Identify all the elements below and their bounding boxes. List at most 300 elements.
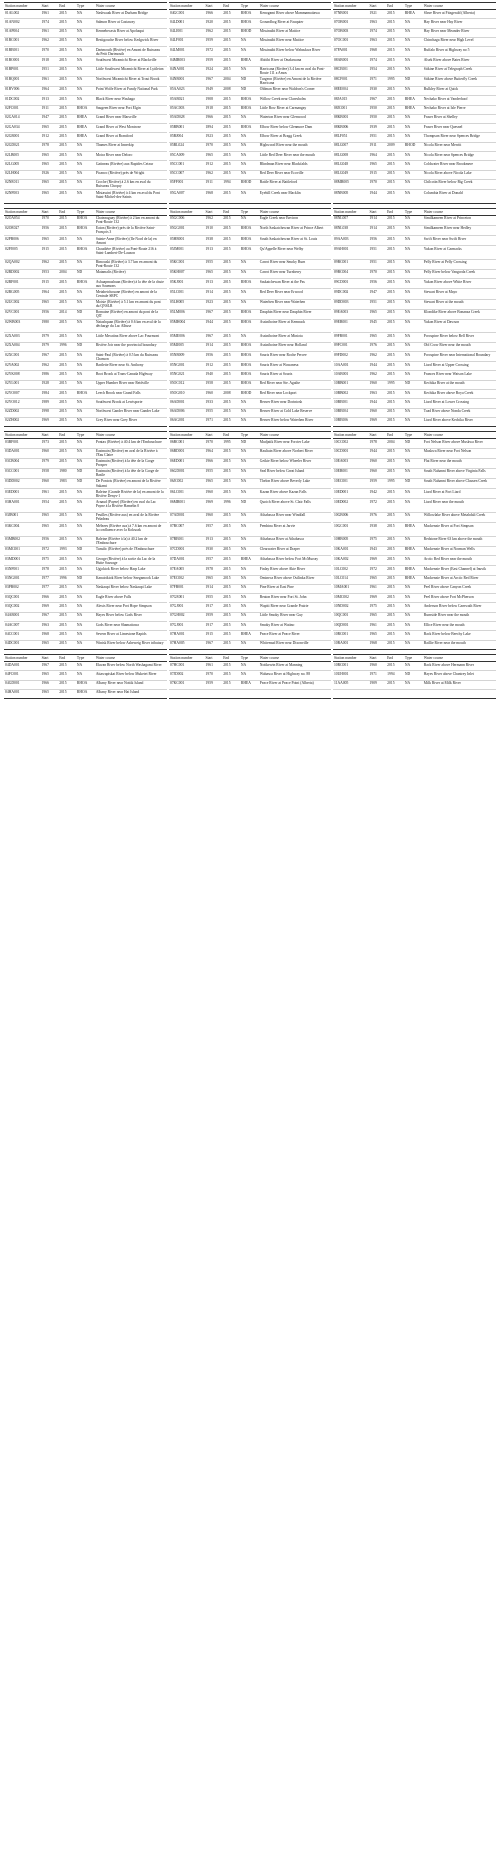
end-year-cell: 2015 (222, 594, 240, 603)
column-header-record-type: Type (76, 432, 95, 439)
water-course-cell: Eyehill Creek near Macklin (259, 190, 332, 204)
end-year-cell: 2015 (222, 622, 240, 631)
water-course-cell: Beaton River near Fort St. John (259, 594, 332, 603)
station-number-cell: 02VC001 (4, 309, 41, 319)
water-course-cell: Mackenzie River at Fort Simpson (423, 523, 496, 537)
record-type-cell: NA (76, 408, 95, 417)
end-year-cell: 2015 (386, 10, 404, 19)
start-year-cell: 1976 (369, 512, 387, 522)
station-number-cell (332, 689, 369, 698)
station-number-cell: 06ED001 (168, 458, 205, 468)
water-course-cell: Fort Nelson River above Muskwa River (423, 439, 496, 448)
water-course-cell: Abitibi River at Onakawana (259, 57, 332, 66)
station-number-cell: 02ZH002 (4, 417, 41, 426)
water-course-cell: Souris River at Souris (259, 371, 332, 380)
start-year-cell: 1967 (205, 76, 223, 86)
end-year-cell: 2015 (58, 671, 76, 680)
station-number-cell: 10BB001 (332, 380, 369, 389)
water-course-cell: Sainte-Anne (Rivière) (Ile Nord de la) en Amont (95, 236, 168, 246)
start-year-cell: 1918 (205, 105, 223, 114)
station-number-cell: 03MD001 (4, 556, 41, 566)
station-number-cell: 07BE001 (168, 536, 205, 546)
water-course-cell: Assiniboine River near Holland (259, 342, 332, 351)
end-year-cell: 2015 (58, 114, 76, 123)
column-header-record-type: Type (240, 654, 259, 661)
table-row (4, 439, 496, 448)
end-year-cell: 2008 (222, 86, 240, 95)
end-year-cell: 2015 (222, 380, 240, 389)
start-year-cell: 1963 (369, 37, 387, 46)
record-type-cell: RHOA (240, 362, 259, 371)
station-number-cell: 02YA002 (4, 362, 41, 371)
water-course-cell: Peel River above Fort McPherson (423, 594, 496, 603)
water-course-cell: Southwest Brook at Lewisporte (95, 399, 168, 408)
station-number-cell: 02NE011 (4, 179, 41, 189)
column-header-station-number: Station number (168, 432, 205, 439)
station-number-cell: 03PB002 (4, 584, 41, 593)
start-year-cell: 1959 (205, 37, 223, 46)
record-type-cell: NA (404, 66, 423, 76)
water-course-cell: Ekwan River below North Washagami River (95, 662, 168, 671)
column-header-water-course: Water course (95, 432, 168, 439)
start-year-cell: 1965 (369, 575, 387, 584)
start-year-cell: 1970 (205, 439, 223, 448)
end-year-cell: 2015 (58, 662, 76, 671)
end-year-cell: 1995 (386, 478, 404, 488)
water-course-cell: Back River below Beechy Lake (423, 631, 496, 640)
start-year-cell: 1944 (369, 362, 387, 371)
station-number-cell: 09EB001 (332, 319, 369, 333)
record-type-cell: NA (240, 259, 259, 269)
record-type-cell: NA (240, 478, 259, 488)
record-type-cell: NA (404, 371, 423, 380)
end-year-cell: 2014 (58, 309, 76, 319)
station-number-cell: 04GD001 (4, 680, 41, 689)
station-number-cell: 01BC001 (4, 37, 41, 46)
water-course-cell: Chateauguay (Rivière) à 2 km en amont du Pont-Route 132 (95, 215, 168, 225)
station-number-cell: 05MJ005 (168, 342, 205, 351)
table-row (4, 246, 496, 260)
station-number-cell: 01BQ001 (4, 76, 41, 86)
station-table (4, 431, 496, 650)
end-year-cell: 2015 (58, 76, 76, 86)
station-number-cell: 03DD002 (4, 478, 41, 488)
water-course-cell: Finlay River above Akie River (259, 566, 332, 575)
station-number-cell: 05GG001 (168, 225, 205, 235)
record-type-cell: NA (240, 399, 259, 408)
water-course-cell: Naskaupi River below Naskaupi Lake (95, 584, 168, 593)
start-year-cell: 1955 (205, 408, 223, 417)
station-number-cell: 03QC002 (4, 603, 41, 612)
start-year-cell: 1969 (369, 556, 387, 566)
record-type-cell: NA (240, 299, 259, 309)
station-number-cell: 06BD001 (168, 448, 205, 458)
record-type-cell: NA (404, 333, 423, 342)
end-year-cell: 2015 (386, 584, 404, 593)
record-type-cell: NA (240, 161, 259, 170)
end-year-cell: 1995 (386, 76, 404, 86)
start-year-cell: 1962 (369, 352, 387, 362)
record-type-cell: NA (240, 603, 259, 612)
end-year-cell: 2015 (222, 19, 240, 28)
table-row (4, 105, 496, 114)
record-type-cell: RHOA (76, 390, 95, 399)
table-row (4, 124, 496, 133)
end-year-cell: 2015 (222, 215, 240, 225)
start-year-cell: 1965 (41, 124, 59, 133)
water-course-cell: De Pontois (Rivière) en amont de la Rivière Sakami (95, 478, 168, 488)
station-number-cell: 02YO012 (4, 399, 41, 408)
end-year-cell: 2015 (58, 362, 76, 371)
start-year-cell: 1949 (205, 86, 223, 95)
record-type-cell: NA (404, 124, 423, 133)
station-number-cell: 05GC006 (168, 215, 205, 225)
table-row (4, 114, 496, 123)
end-year-cell: 2015 (58, 603, 76, 612)
start-year-cell: 1963 (369, 19, 387, 28)
water-course-cell: Ellice River near the mouth (423, 622, 496, 631)
station-number-cell: 07FB001 (168, 584, 205, 593)
start-year-cell: 1928 (41, 380, 59, 389)
start-year-cell: 1913 (205, 246, 223, 260)
station-number-cell: 08LG048 (332, 161, 369, 170)
end-year-cell: 2015 (58, 96, 76, 105)
start-year-cell: 1958 (205, 380, 223, 389)
start-year-cell: 1968 (369, 47, 387, 57)
water-course-cell: Matamalis (Rivière) (95, 269, 168, 278)
end-year-cell: 2015 (58, 124, 76, 133)
station-number-cell: 07OB001 (332, 19, 369, 28)
start-year-cell: 1939 (369, 124, 387, 133)
water-course-cell: Kechika River at the mouth (423, 380, 496, 389)
station-number-cell: 02QA002 (4, 259, 41, 269)
end-year-cell: 2015 (58, 399, 76, 408)
start-year-cell: 1984 (41, 390, 59, 399)
end-year-cell: 2015 (222, 170, 240, 179)
record-type-cell: NA (404, 640, 423, 649)
record-type-cell: NA (240, 566, 259, 575)
end-year-cell: 2015 (58, 380, 76, 389)
end-year-cell: 2015 (58, 439, 76, 448)
record-type-cell: RHOA (76, 105, 95, 114)
end-year-cell: 2015 (222, 458, 240, 468)
record-type-cell: NA (76, 190, 95, 204)
station-number-cell: 02OE027 (4, 225, 41, 235)
station-number-cell: 05NG001 (168, 362, 205, 371)
water-course-cell: Saint-Paul (Rivière) à 0.5 km du Ruisseau Chanson (95, 352, 168, 362)
station-number-cell: 02RF001 (4, 279, 41, 289)
column-header-start-year: Start (369, 654, 387, 661)
table-row (4, 536, 496, 546)
start-year-cell: 1965 (369, 309, 387, 319)
column-header-station-number: Station number (4, 654, 41, 661)
record-type-cell: ND (76, 478, 95, 488)
station-number-cell: 09DC002 (332, 289, 369, 299)
end-year-cell: 2015 (58, 371, 76, 380)
record-type-cell: RHEA (240, 556, 259, 566)
end-year-cell: 2009 (386, 142, 404, 151)
station-number-cell: 05JM001 (168, 246, 205, 260)
end-year-cell: 2015 (386, 622, 404, 631)
end-year-cell: 2015 (58, 190, 76, 204)
column-header-water-course: Water course (423, 3, 496, 10)
water-course-cell: Little Bow River at Carmangay (259, 105, 332, 114)
water-course-cell: Seal River below Great Island (259, 468, 332, 478)
water-course-cell: Elbow River below Glenmore Dam (259, 124, 332, 133)
table-row (4, 86, 496, 95)
record-type-cell: RHEA (404, 10, 423, 19)
station-table (4, 654, 496, 699)
table-section (4, 654, 496, 699)
end-year-cell: 2015 (386, 225, 404, 235)
start-year-cell: 1953 (41, 269, 59, 278)
start-year-cell: 1956 (369, 279, 387, 289)
water-course-cell: Waterhen River near Waterhen (259, 299, 332, 309)
water-course-cell: Little Red Deer River near the mouth (259, 152, 332, 161)
station-number-cell: 03DA001 (4, 448, 41, 458)
record-type-cell: NA (76, 170, 95, 179)
start-year-cell: 1955 (205, 594, 223, 603)
record-type-cell: NA (240, 152, 259, 161)
station-number-cell: 02YO007 (4, 390, 41, 399)
record-type-cell: RHOD (240, 28, 259, 37)
end-year-cell: 2015 (386, 594, 404, 603)
station-number-cell: 06JC002 (168, 478, 205, 488)
water-course-cell: Nicola River near Merritt (423, 142, 496, 151)
station-number-cell: 07GJ001 (168, 622, 205, 631)
table-row (4, 28, 496, 37)
table-row (4, 279, 496, 289)
start-year-cell: 1961 (41, 489, 59, 499)
station-number-cell: 10BE001 (332, 399, 369, 408)
end-year-cell: 1994 (222, 179, 240, 189)
start-year-cell: 1951 (369, 299, 387, 309)
record-type-cell: NA (240, 114, 259, 123)
table-row (4, 575, 496, 584)
start-year-cell: 1989 (41, 399, 59, 408)
end-year-cell: 2015 (222, 468, 240, 478)
record-type-cell: NA (404, 57, 423, 66)
record-type-cell: NA (240, 468, 259, 478)
water-course-cell: Feuilles (Rivière aux) en aval de la Rivière Peladeau (95, 512, 168, 522)
station-number-cell: 01AL002 (4, 10, 41, 19)
column-header-start-year: Start (369, 432, 387, 439)
table-row (4, 399, 496, 408)
end-year-cell: 2015 (222, 342, 240, 351)
end-year-cell: 2015 (58, 289, 76, 299)
table-row (4, 342, 496, 351)
station-number-cell: 05KJ001 (168, 279, 205, 289)
end-year-cell: 2015 (386, 105, 404, 114)
water-course-cell: Harricana (Rivière) 3.4 km en aval du Pont-Route 111 a Amos (259, 66, 332, 76)
record-type-cell: NA (404, 612, 423, 621)
water-course-cell: Chinchaga River near High Level (423, 37, 496, 46)
column-header-record-type: Type (76, 3, 95, 10)
water-course-cell: Mackenzie River at Norman Wells (423, 546, 496, 555)
water-course-cell: Chilcotin River below Big Creek (423, 179, 496, 189)
table-row (4, 309, 496, 319)
record-type-cell: NA (240, 66, 259, 76)
water-course-cell: Grand River at West Montrose (95, 124, 168, 133)
end-year-cell: 2015 (386, 66, 404, 76)
record-type-cell: NA (404, 37, 423, 46)
water-course-cell: Attawapiskat River below Muketei River (95, 671, 168, 680)
end-year-cell: 2015 (386, 170, 404, 179)
station-number-cell: 02RD002 (4, 269, 41, 278)
end-year-cell: 2015 (386, 179, 404, 189)
water-course-cell: Grand River at Brantford (95, 133, 168, 142)
record-type-cell: NA (76, 259, 95, 269)
end-year-cell (386, 689, 404, 698)
start-year-cell: 1966 (41, 680, 59, 689)
table-section (4, 208, 496, 428)
start-year-cell: 1972 (205, 47, 223, 57)
record-type-cell: NA (404, 680, 423, 689)
table-row (4, 299, 496, 309)
column-header-water-course: Water course (259, 432, 332, 439)
start-year-cell: 1942 (369, 489, 387, 499)
water-course-cell: Little Southwest Miramichi River at Lyttleton (95, 66, 168, 76)
end-year-cell: 2015 (222, 152, 240, 161)
column-header-water-course: Water course (259, 208, 332, 215)
record-type-cell: NA (76, 161, 95, 170)
end-year-cell: 2015 (58, 133, 76, 142)
end-year-cell: 2015 (58, 152, 76, 161)
start-year-cell: 1968 (369, 640, 387, 649)
record-type-cell: ND (240, 86, 259, 95)
station-number-cell: 10RA001 (332, 640, 369, 649)
station-number-cell: 01BV006 (4, 86, 41, 95)
station-number-cell: 10BE004 (332, 408, 369, 417)
end-year-cell: 2015 (386, 342, 404, 351)
column-header-station-number: Station number (4, 432, 41, 439)
record-type-cell: NA (76, 28, 95, 37)
station-number-cell: 10AB001 (332, 371, 369, 380)
start-year-cell: 1913 (41, 96, 59, 105)
end-year-cell: 2015 (386, 458, 404, 468)
record-type-cell: NA (404, 225, 423, 235)
start-year-cell: 1965 (369, 631, 387, 640)
end-year-cell: 2015 (58, 631, 76, 640)
record-type-cell: NA (404, 536, 423, 546)
water-course-cell: Mistassini (Rivière) à 4 km en aval du Pont Saint-Michel-des-Saints (95, 190, 168, 204)
record-type-cell: NA (76, 489, 95, 499)
water-course-cell: Alsek River above Bates River (423, 57, 496, 66)
water-course-cell: Kazan River above Kazan Falls (259, 489, 332, 499)
water-course-cell: Mackenzie River (East Channel) at Inuvik (423, 566, 496, 575)
end-year-cell: 2015 (222, 575, 240, 584)
end-year-cell: 2015 (386, 512, 404, 522)
record-type-cell: RHOA (76, 680, 95, 689)
water-course-cell: Peel River above Canyon Creek (423, 584, 496, 593)
station-number-cell: 07KC001 (168, 680, 205, 689)
station-number-cell: 07JD002 (168, 671, 205, 680)
end-year-cell: 2015 (222, 523, 240, 537)
record-type-cell: NA (76, 566, 95, 575)
station-number-cell: 09BC004 (332, 269, 369, 278)
record-type-cell: NA (76, 57, 95, 66)
start-year-cell: 1967 (41, 612, 59, 621)
water-course-cell: Columbia River at Donald (423, 190, 496, 204)
table-row (4, 371, 496, 380)
record-type-cell: NA (76, 523, 95, 537)
station-number-cell: 10LC014 (332, 575, 369, 584)
end-year-cell: 2015 (386, 399, 404, 408)
station-number-cell: 10EB001 (332, 468, 369, 478)
station-table-page (4, 0, 496, 699)
station-number-cell: 08LG049 (332, 170, 369, 179)
record-type-cell: NA (240, 512, 259, 522)
end-year-cell: 2015 (386, 546, 404, 555)
record-type-cell: NA (76, 671, 95, 680)
record-type-cell: NA (240, 47, 259, 57)
table-row (4, 362, 496, 371)
start-year-cell: 1978 (41, 142, 59, 151)
water-course-cell: Buffalo River at Highway no 5 (423, 47, 496, 57)
table-row (4, 478, 496, 488)
end-year-cell: 1996 (222, 499, 240, 513)
end-year-cell: 2015 (386, 612, 404, 621)
station-number-cell: 02GB001 (4, 133, 41, 142)
station-number-cell: 03NF001 (4, 566, 41, 575)
end-year-cell: 2015 (58, 566, 76, 575)
start-year-cell: 1950 (369, 114, 387, 123)
record-type-cell: NA (404, 259, 423, 269)
record-type-cell: NA (240, 546, 259, 555)
start-year-cell: 1944 (369, 448, 387, 458)
start-year-cell: 1944 (369, 399, 387, 408)
header-row (4, 654, 496, 661)
water-course-cell: Similkameen River near Hedley (423, 225, 496, 235)
station-number-cell: 04GC001 (168, 10, 205, 19)
water-course-cell: Battle River at Battleford (259, 179, 332, 189)
water-course-cell: Fraser River at Shelley (423, 114, 496, 123)
station-number-cell: 02ZD002 (4, 408, 41, 417)
end-year-cell: 2015 (386, 390, 404, 399)
end-year-cell: 2015 (222, 47, 240, 57)
column-header-water-course: Water course (259, 654, 332, 661)
start-year-cell: 1965 (205, 152, 223, 161)
water-course-cell: Nicola River near Spences Bridge (423, 152, 496, 161)
record-type-cell: NA (76, 152, 95, 161)
end-year-cell: 2015 (386, 28, 404, 37)
end-year-cell: 2015 (58, 105, 76, 114)
water-course-cell: Eagle Creek near Environ (259, 215, 332, 225)
station-number-cell: 05LH005 (168, 299, 205, 309)
end-year-cell: 2004 (58, 269, 76, 278)
water-course-cell: Baillie River near the mouth (423, 640, 496, 649)
station-number-cell: 04CC001 (4, 631, 41, 640)
start-year-cell: 1959 (205, 57, 223, 66)
end-year-cell: 2015 (222, 190, 240, 204)
water-course-cell: Little Smoky River near Guy (259, 612, 332, 621)
station-number-cell: 09CD001 (332, 279, 369, 289)
end-year-cell: 2004 (222, 76, 240, 86)
water-course-cell: Similkameen River at Princeton (423, 215, 496, 225)
end-year-cell: 2015 (58, 10, 76, 19)
station-number-cell: 10MC002 (332, 594, 369, 603)
record-type-cell: RHEA (404, 575, 423, 584)
record-type-cell: NA (76, 19, 95, 28)
end-year-cell: 2015 (58, 556, 76, 566)
station-number-cell: 03NG001 (4, 575, 41, 584)
station-number-cell: 03ED001 (4, 489, 41, 499)
record-type-cell: NA (76, 371, 95, 380)
water-course-cell: Peace River at Peace Point (Alberta) (259, 680, 332, 689)
start-year-cell (369, 689, 387, 698)
water-course-cell: Eaton (Rivière) près de la Rivière Saint-François 3 (95, 225, 168, 235)
end-year-cell: 2015 (222, 603, 240, 612)
